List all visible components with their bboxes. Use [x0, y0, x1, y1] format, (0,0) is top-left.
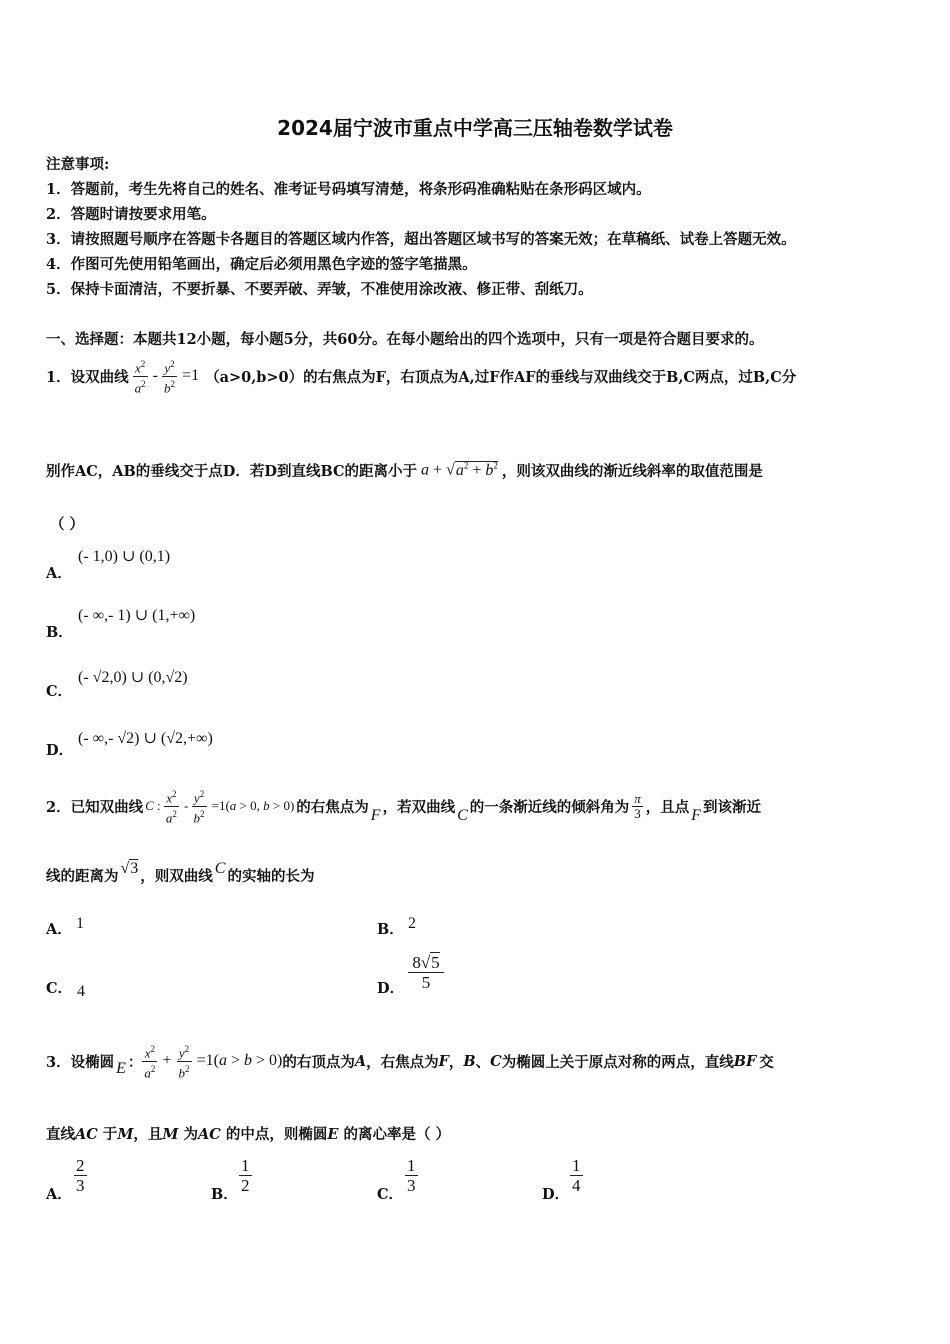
- q3-option-a-label[interactable]: A．: [46, 1186, 72, 1203]
- q1-option-c-label[interactable]: C．: [46, 683, 73, 700]
- question-2-number: 2．已知双曲线: [46, 798, 144, 816]
- q3-line2-d: 为: [183, 1126, 199, 1143]
- q3-line2-b: 于: [102, 1126, 118, 1143]
- q1-option-c[interactable]: (- √2,0) ∪ (0,√2): [78, 669, 188, 686]
- distance-expression: $a + √a^2 + b^2$: [421, 460, 498, 479]
- q2-hyperbola-equation: C : $\frac{x^2}{a^2}$ - $\frac{y^2}{b^2}$ =1(a > 0, b > 0): [145, 789, 295, 825]
- q2-option-c-label[interactable]: C．: [46, 980, 73, 997]
- q1-option-d-label[interactable]: D．: [46, 742, 74, 759]
- q3-line2-e: 的中点，则椭圆: [225, 1126, 328, 1143]
- question-2-line-2: [46, 860, 314, 890]
- q2-option-a[interactable]: 1: [76, 915, 84, 932]
- q3-line2-f: 的离心率是（ ）: [343, 1126, 451, 1143]
- question-3-number: 3．设椭圆: [46, 1053, 115, 1071]
- q3-option-d-label[interactable]: D．: [542, 1186, 570, 1203]
- q2-text-3: 的一条渐近线的倾斜角为: [469, 798, 630, 816]
- q3-text-2: ，右焦点为: [366, 1053, 439, 1071]
- q1-option-b[interactable]: (- ∞,- 1) ∪ (1,+∞): [78, 607, 196, 624]
- question-1-number: 1．设双曲线: [46, 368, 129, 386]
- question-1-text-3: ，则该双曲线的渐近线斜率的取值范围是: [501, 462, 763, 480]
- q3-option-c-label[interactable]: C．: [377, 1186, 404, 1203]
- question-1-paren: （ ）: [50, 516, 85, 533]
- q1-option-a-label[interactable]: A．: [46, 565, 72, 582]
- q3-text-5: 为椭圆上关于原点对称的两点，直线: [501, 1053, 734, 1071]
- q3-ellipse-e: E: [116, 1060, 126, 1077]
- notice-item-2: 2．答题时请按要求用笔。: [46, 206, 216, 223]
- q1-option-d[interactable]: (- ∞,- √2) ∪ (√2,+∞): [78, 730, 213, 747]
- q2-option-b-label[interactable]: B．: [377, 921, 404, 938]
- q3-ellipse-equation: $\frac{x^2}{a^2}$ + $\frac{y^2}{b^2}$ =1(a > b > 0): [144, 1044, 283, 1080]
- notice-item-1: 1．答题前，考生先将自己的姓名、准考证号码填写清楚，将条形码准确粘贴在条形码区域内。: [46, 181, 651, 198]
- q1-option-a[interactable]: (- 1,0) ∪ (0,1): [78, 548, 171, 565]
- q2-point-f: F: [691, 807, 702, 824]
- q2-text-6: 线的距离为: [46, 867, 119, 885]
- q3-line2-a: 直线: [46, 1126, 75, 1143]
- question-1-text-2: 别作AC，AB的垂线交于点D．若D到直线BC的距离小于: [46, 462, 418, 480]
- q2-text-8: 的实轴的长为: [227, 867, 315, 885]
- q2-option-a-label[interactable]: A．: [46, 921, 72, 938]
- question-1-line-1: [46, 354, 796, 398]
- q2-angle: $\frac{\pi}{3}$: [634, 790, 641, 821]
- q3-text-1: 的右顶点为: [282, 1053, 355, 1071]
- q2-option-d-label[interactable]: D．: [377, 980, 405, 997]
- q3-text-4: 、: [475, 1053, 491, 1071]
- q3-option-b[interactable]: $\frac{1}{2}$: [241, 1156, 250, 1195]
- question-3-line-2: 直线AC 于M，且M 为AC 的中点，则椭圆E 的离心率是（ ）: [46, 1126, 451, 1143]
- q2-focus-f: F: [370, 807, 381, 824]
- q3-text-6: 交: [759, 1053, 774, 1071]
- q2-option-b[interactable]: 2: [408, 915, 416, 932]
- q3-option-a[interactable]: $\frac{2}{3}$: [76, 1156, 85, 1195]
- question-1-text-1: 的右焦点为F，右顶点为A,过F作AF的垂线与双曲线交于B,C两点，过B,C分: [303, 368, 797, 386]
- page-title: 2024届宁波市重点中学高三压轴卷数学试卷: [277, 116, 673, 140]
- q2-text-5: 到该渐近: [703, 798, 762, 816]
- notice-heading: 注意事项:: [46, 156, 110, 173]
- q3-colon: ：: [127, 1053, 143, 1071]
- notice-item-4: 4．作图可先使用铅笔画出，确定后必须用黑色字迹的签字笔描黑。: [46, 256, 477, 273]
- q3-text-3: ，: [448, 1053, 464, 1071]
- q1-option-b-label[interactable]: B．: [46, 624, 73, 641]
- notice-item-3: 3．请按照题号顺序在答题卡各题目的答题区域内作答，超出答题区域书写的答案无效；在草稿纸、试卷上答题无效。: [46, 231, 796, 248]
- q2-text-1: 的右焦点为: [296, 798, 369, 816]
- q3-option-d[interactable]: $\frac{1}{4}$: [572, 1156, 581, 1195]
- hyperbola-equation: $\frac{x^2}{a^2}$ - $\frac{y^2}{b^2}$ =1: [134, 359, 200, 395]
- question-3-line-1: 3．设椭圆 E ： $\frac{x^2}{a^2}$ + $\frac{y^2}{b^2}$ =1(a > b > 0) 的右顶点为 A ，右焦点为 F ， B 、 C 为椭圆上关于原点对称的两点，直线 BF 交: [46, 1044, 774, 1080]
- q2-text-7: ，则双曲线: [140, 867, 213, 885]
- question-1-line-2: [46, 455, 763, 485]
- q3-line2-c: ，且: [133, 1126, 163, 1143]
- notice-item-5: 5．保持卡面清洁，不要折暴、不要弄破、弄皱，不准使用涂改液、修正带、刮纸刀。: [46, 281, 593, 298]
- q2-curve-c: C: [457, 807, 468, 824]
- q2-option-d[interactable]: $\frac{8√5}{5}$: [408, 953, 444, 992]
- q3-option-c[interactable]: $\frac{1}{3}$: [407, 1156, 416, 1195]
- q2-option-c[interactable]: 4: [77, 983, 85, 1000]
- q2-text-2: ，若双曲线: [382, 798, 456, 816]
- q2-distance: √3: [120, 860, 139, 877]
- question-2-line-1: [46, 784, 761, 828]
- q2-curve-c-2: C: [214, 860, 226, 877]
- section-heading: 一、选择题：本题共12小题，每小题5分，共60分。在每小题给出的四个选项中，只有一项是符合题目要求的。: [46, 331, 764, 348]
- question-1-condition: （a>0,b>0）: [205, 368, 304, 386]
- q2-text-4: ，且点: [645, 798, 690, 816]
- q3-option-b-label[interactable]: B．: [211, 1186, 238, 1203]
